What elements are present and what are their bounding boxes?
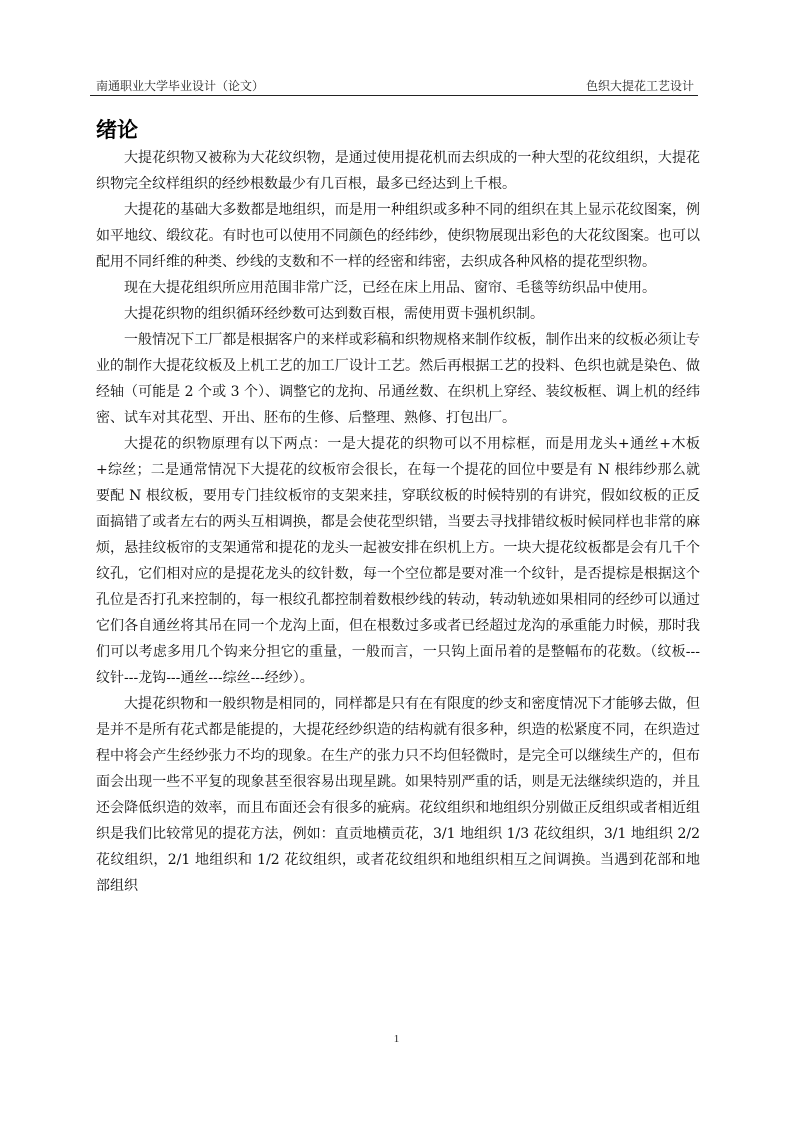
body-text	[96, 145, 700, 899]
header-topic-label: 色织大提花工艺设计	[585, 79, 694, 93]
paragraph-7: 大提花织物和一般织物是相同的，同样都是只有在有限度的纱支和密度情况下才能够去做，但是并不是所有花式都是能提的，大提花经纱织造的结构就有很多种，织造的松紧度不同，在织造过程中将会产生经纱张力不均的现象。在生产的张力只不均但轻微时，是完全可以继续生产的，但布面会出现一些不平复的现象甚至很容易出现星跳。如果特别严重的话，则是无法继续织造的，并且还会降低织造的效率，而且布面还会有很多的疵病。花纹组织和地组织分别做正反组织或者相近组织是我们比较常见的提花方法，例如：直贡地横贡花，3/1 地组织 1/3 花纹组织，3/1 地组织 2/2 花纹组织，2/1 地组织和 1/2 花纹组织，或者花纹组织和地组织相互之间调换。当遇到花部和地部组织	[96, 696, 700, 894]
page-header	[96, 77, 698, 95]
paragraph-6: 大提花的织物原理有以下两点：一是大提花的织物可以不用棕框，而是用龙头+通丝+木板+综丝；二是通常情况下大提花的纹板帘会很长，在每一个提花的回位中要是有 N 根纬纱那么就要配 N 根纹板，要用专门挂纹板帘的支架来挂，穿联纹板的时候特别的有讲究，假如纹板的正反面搞错了或者左右的两头互相调换，都是会使花型织错，当要去寻找排错纹板时候同样也非常的麻烦，悬挂纹板帘的支架通常和提花的龙头一起被安排在织机上方。一块大提花纹板都是会有几千个纹孔，它们相对应的是提花龙头的纹针数，每一个空位都是要对准一个纹针，是否提棕是根据这个孔位是否打孔来控制的，每一根纹孔都控制着数根纱线的转动，转动轨迹如果相同的经纱可以通过它们各自通丝将其吊在同一个龙沟上面，但在根数过多或者已经超过龙沟的承重能力时候，那时我们可以考虑多用几个钩来分担它的重量，一般而言，一只钩上面吊着的是整幅布的花数。（纹板---纹针---龙钩---通丝---综丝---经纱）。	[96, 436, 700, 686]
paragraph-3: 现在大提花组织所应用范围非常广泛，已经在床上用品、窗帘、毛毯等纺织品中使用。	[124, 280, 656, 296]
section-title: 绪论	[96, 118, 138, 142]
header-thesis-label: 南通职业大学毕业设计（论文）	[96, 79, 265, 93]
paragraph-2: 大提花的基础大多数都是地组织，而是用一种组织或多种不同的组织在其上显示花纹图案，例如平地纹、缎纹花。有时也可以使用不同颜色的经纬纱，使织物展现出彩色的大花纹图案。也可以配用不同纤维的种类、纱线的支数和不一样的经密和纬密，去织成各种风格的提花型织物。	[96, 202, 700, 270]
paragraph-1: 大提花织物又被称为大花纹织物，是通过使用提花机而去织成的一种大型的花纹组织，大提花织物完全纹样组织的经纱根数最少有几百根，最多已经达到上千根。	[96, 150, 700, 192]
paragraph-5: 一般情况下工厂都是根据客户的来样或彩稿和织物规格来制作纹板，制作出来的纹板必须让专业的制作大提花纹板及上机工艺的加工厂设计工艺。然后再根据工艺的投料、色织也就是染色、做经轴（可能是 2 个或 3 个）、调整它的龙拘、吊通丝数、在织机上穿经、装纹板框、调上机的经纬密、试车对其花型、开出、胚布的生修、后整理、熟修、打包出厂。	[96, 332, 700, 426]
paragraph-4: 大提花织物的组织循环经纱数可达到数百根，需使用贾卡强机织制。	[124, 306, 544, 322]
page-number: 1	[393, 1033, 400, 1045]
header-divider	[90, 95, 698, 96]
